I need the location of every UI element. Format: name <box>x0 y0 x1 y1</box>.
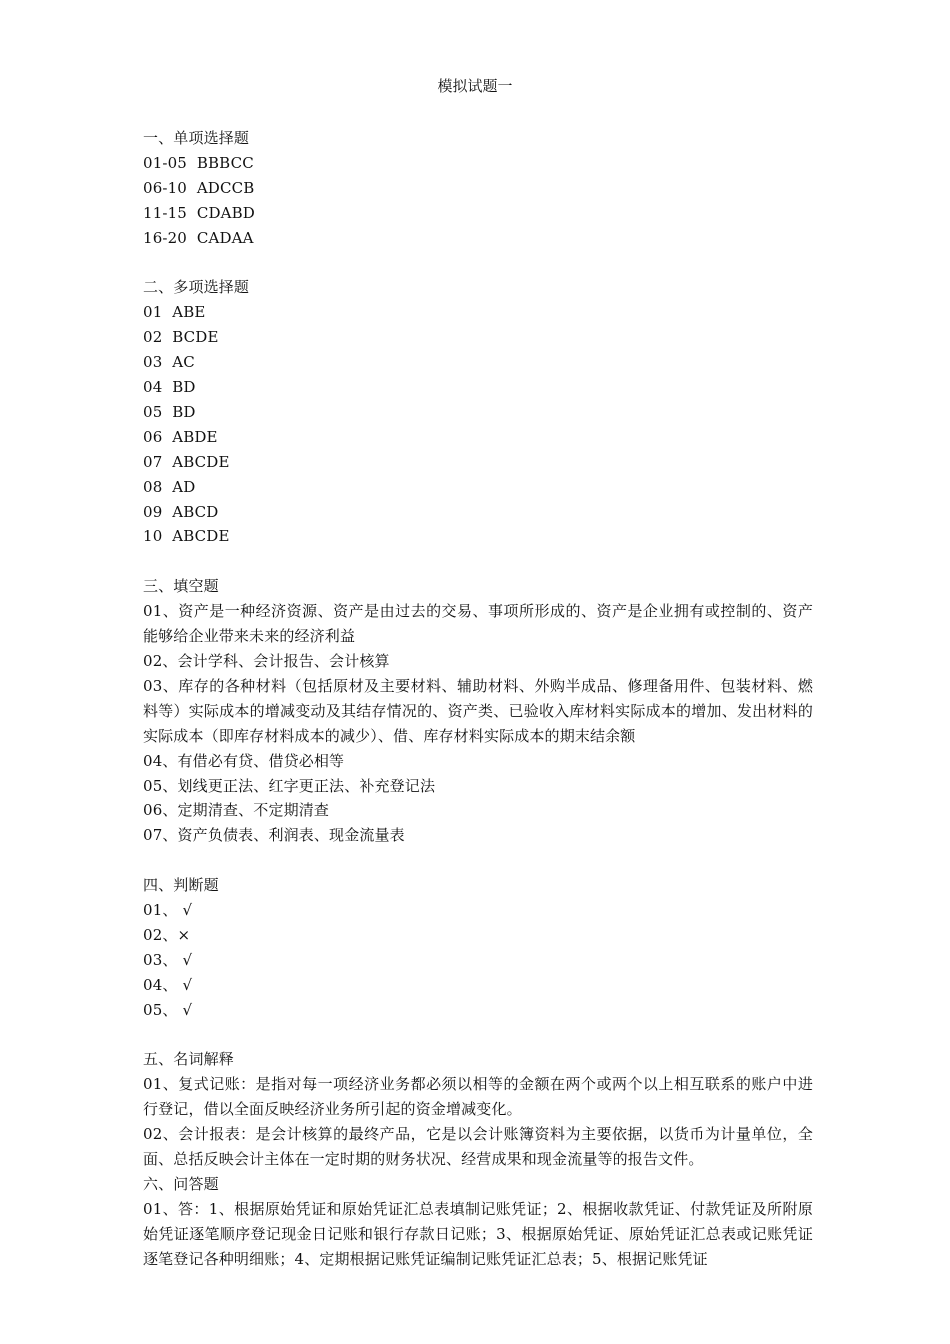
answer-paragraph: 01、答：1、根据原始凭证和原始凭证汇总表填制记账凭证；2、根据收款凭证、付款凭证及所附原始凭证逐笔顺序登记现金日记账和银行存款日记账；3、根据原始凭证、原始凭证汇总表或记账凭证逐笔登记各种明细账；4、定期根据记账凭证编制记账凭证汇总表；5、根据记账凭证 <box>143 1199 813 1268</box>
section-heading-questions: 六、问答题 <box>143 1175 219 1193</box>
answer-paragraph: 06、定期清查、不定期清查 <box>143 801 330 820</box>
section-heading-definitions: 五、名词解释 <box>143 1050 234 1069</box>
answer-line: 05 BD <box>143 402 196 421</box>
answer-paragraph: 04、有借必有贷、借贷必相等 <box>143 751 345 770</box>
section-heading-true-false: 四、判断题 <box>143 876 219 895</box>
answer-line: 04、 √ <box>143 975 193 994</box>
answer-paragraph: 03、库存的各种材料（包括原材及主要材料、辅助材料、外购半成品、修理备用件、包装材料、燃料等）实际成本的增减变动及其结存情况的、资产类、已验收入库材料实际成本的增加、发出材料的实际成本（即库存材料成本的减少）、借、库存材料实际成本的期末结余额 <box>143 676 813 745</box>
section-spacer <box>143 251 813 276</box>
answer-line: 05、 √ <box>143 1000 193 1019</box>
answer-line: 06 ABDE <box>143 427 218 446</box>
answer-line: 03、 √ <box>143 950 193 969</box>
section-heading-fill-in: 三、填空题 <box>143 577 219 596</box>
section-spacer <box>143 1023 813 1048</box>
answer-paragraph: 07、资产负债表、利润表、现金流量表 <box>143 826 405 845</box>
answer-line: 11-15 CDABD <box>143 203 255 222</box>
answer-paragraph: 01、复式记账：是指对每一项经济业务都必须以相等的金额在两个或两个以上相互联系的账户中进行登记，借以全面反映经济业务所引起的资金增减变化。 <box>143 1075 813 1119</box>
answer-line: 01、 √ <box>143 901 193 920</box>
answer-line: 01-05 BBBCC <box>143 153 254 172</box>
document-body <box>143 126 813 1272</box>
answer-line: 04 BD <box>143 378 196 397</box>
answer-line: 07 ABCDE <box>143 452 230 471</box>
answer-line: 02 BCDE <box>143 328 219 347</box>
answer-paragraph: 01、资产是一种经济资源、资产是由过去的交易、事项所形成的、资产是企业拥有或控制的、资产能够给企业带来未来的经济利益 <box>143 602 813 646</box>
document-title: 模拟试题一 <box>437 77 513 95</box>
answer-line: 16-20 CADAA <box>143 228 254 247</box>
answer-paragraph: 05、划线更正法、红字更正法、补充登记法 <box>143 776 436 795</box>
section-heading-single-choice: 一、单项选择题 <box>143 129 250 147</box>
answer-line: 10 ABCDE <box>143 527 230 546</box>
answer-line: 06-10 ADCCB <box>143 178 255 197</box>
section-spacer <box>143 848 813 873</box>
answer-line: 09 ABCD <box>143 502 219 521</box>
section-spacer <box>143 549 813 574</box>
answer-line: 02、× <box>143 925 191 944</box>
answer-paragraph: 02、会计报表：是会计核算的最终产品，它是以会计账簿资料为主要依据，以货币为计量单位，全面、总括反映会计主体在一定时期的财务状况、经营成果和现金流量等的报告文件。 <box>143 1125 813 1169</box>
answer-line: 03 AC <box>143 353 195 372</box>
answer-line: 01 ABE <box>143 303 206 322</box>
section-heading-multiple-choice: 二、多项选择题 <box>143 278 250 297</box>
answer-paragraph: 02、会计学科、会计报告、会计核算 <box>143 652 390 670</box>
answer-line: 08 AD <box>143 477 196 496</box>
